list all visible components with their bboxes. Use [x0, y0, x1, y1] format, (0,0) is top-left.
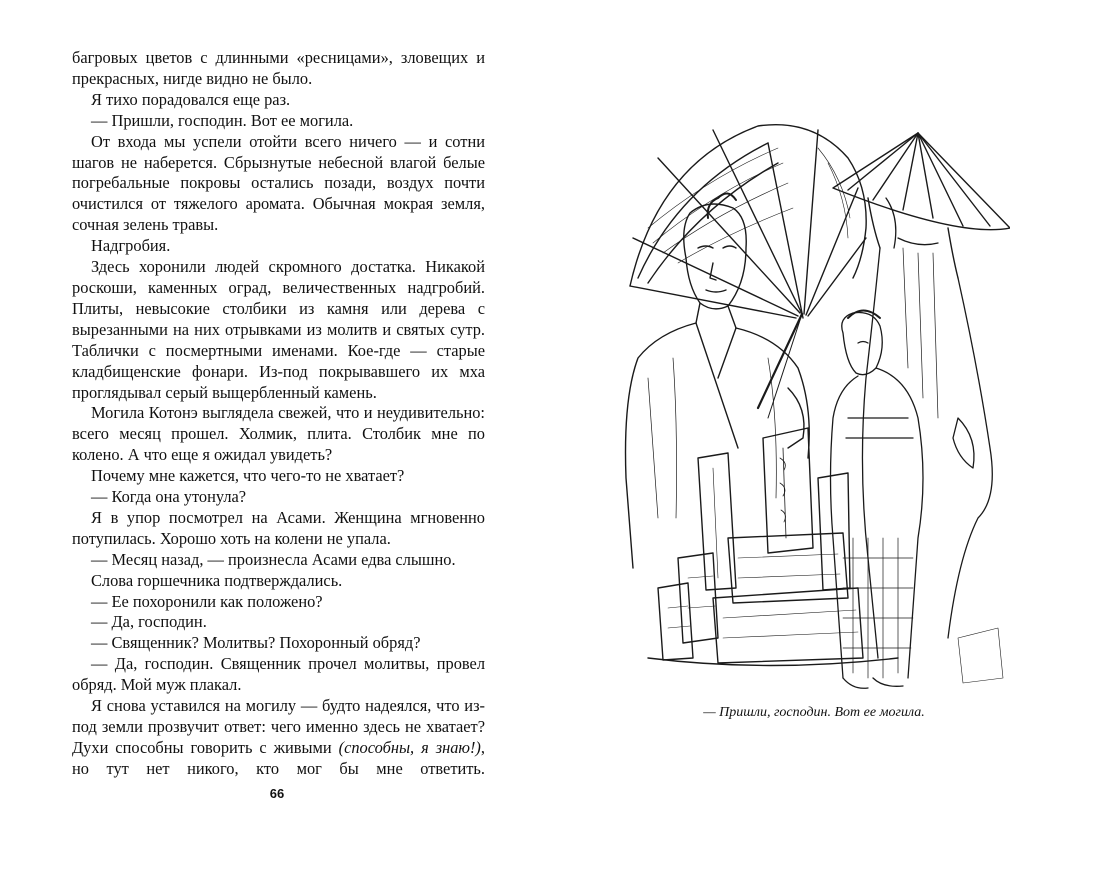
woman-drawing: [831, 311, 924, 689]
paragraph-last: [72, 696, 485, 780]
italic-run: (способны, я знаю!): [338, 737, 481, 757]
paragraph: Здесь хоронили людей скромного достатка. Никакой роскоши, каменных оград, величественных надгробий. Плиты, невысокие столбики из камня или дерева с вырезанными на них отрывками из молитв и святых сутр. Таблички с посмертными именами. Кое-где — старые кладбищенские фонари. Из-под покрывавшего их мха проглядывал серый выщербленный камень.: [72, 257, 485, 402]
straw-hat-drawing: [833, 133, 1010, 278]
paragraph: — Священник? Молитвы? Похоронный обряд?: [91, 633, 421, 653]
text-run: Я снова уставился на могилу — будто надеялся, что из-под земли прозвучит ответ: чего именно здесь не хватает? Духи способны говорить с живыми: [72, 696, 485, 757]
paragraph: — Месяц назад, — произнесла Асами едва слышно.: [91, 549, 456, 569]
cloaked-figure-drawing: [862, 198, 992, 658]
paragraph: Я в упор посмотрел на Асами. Женщина мгновенно потупилась. Хорошо хоть на колени не упала.: [72, 507, 485, 548]
gravestones-drawing: [648, 428, 1003, 683]
illustration-caption: — Пришли, господин. Вот ее могила.: [703, 705, 925, 720]
paragraph: — Ее похоронили как положено?: [91, 591, 323, 611]
paragraph: Могила Котонэ выглядела свежей, что и неудивительно: всего месяц прошел. Холмик, плита. Столбик мне по колено. А что еще я ожидал увидеть?: [72, 403, 485, 465]
umbrella-drawing: [630, 125, 866, 418]
paragraph: Почему мне кажется, что чего-то не хватает?: [91, 466, 405, 486]
text-run: , но тут нет никого, кто мог бы мне ответить.: [72, 737, 485, 778]
paragraph: Надгробия.: [91, 236, 171, 256]
paragraph: Слова горшечника подтверждались.: [91, 570, 343, 590]
paragraph: — Когда она утонула?: [91, 487, 247, 507]
paragraph: багровых цветов с длинными «ресницами», зловещих и прекрасных, нигде видно не было.: [72, 48, 485, 88]
paragraph: Я тихо порадовался еще раз.: [91, 89, 291, 109]
paragraph: — Да, господин. Священник прочел молитвы, провел обряд. Мой муж плакал.: [72, 654, 485, 695]
paragraph: От входа мы успели отойти всего ничего — и сотни шагов не наберется. Сбрызнутые небесной влагой белые погребальные покровы остались позади, воздух почти очистился от тяжелого аромата. Обычная мокрая земля, сочная зелень травы.: [72, 131, 485, 235]
page-number: 66: [269, 786, 285, 801]
left-page-text: [72, 48, 485, 780]
paragraph: — Пришли, господин. Вот ее могила.: [91, 110, 354, 130]
illustration: [618, 118, 1010, 698]
paragraph: — Да, господин.: [91, 612, 207, 632]
